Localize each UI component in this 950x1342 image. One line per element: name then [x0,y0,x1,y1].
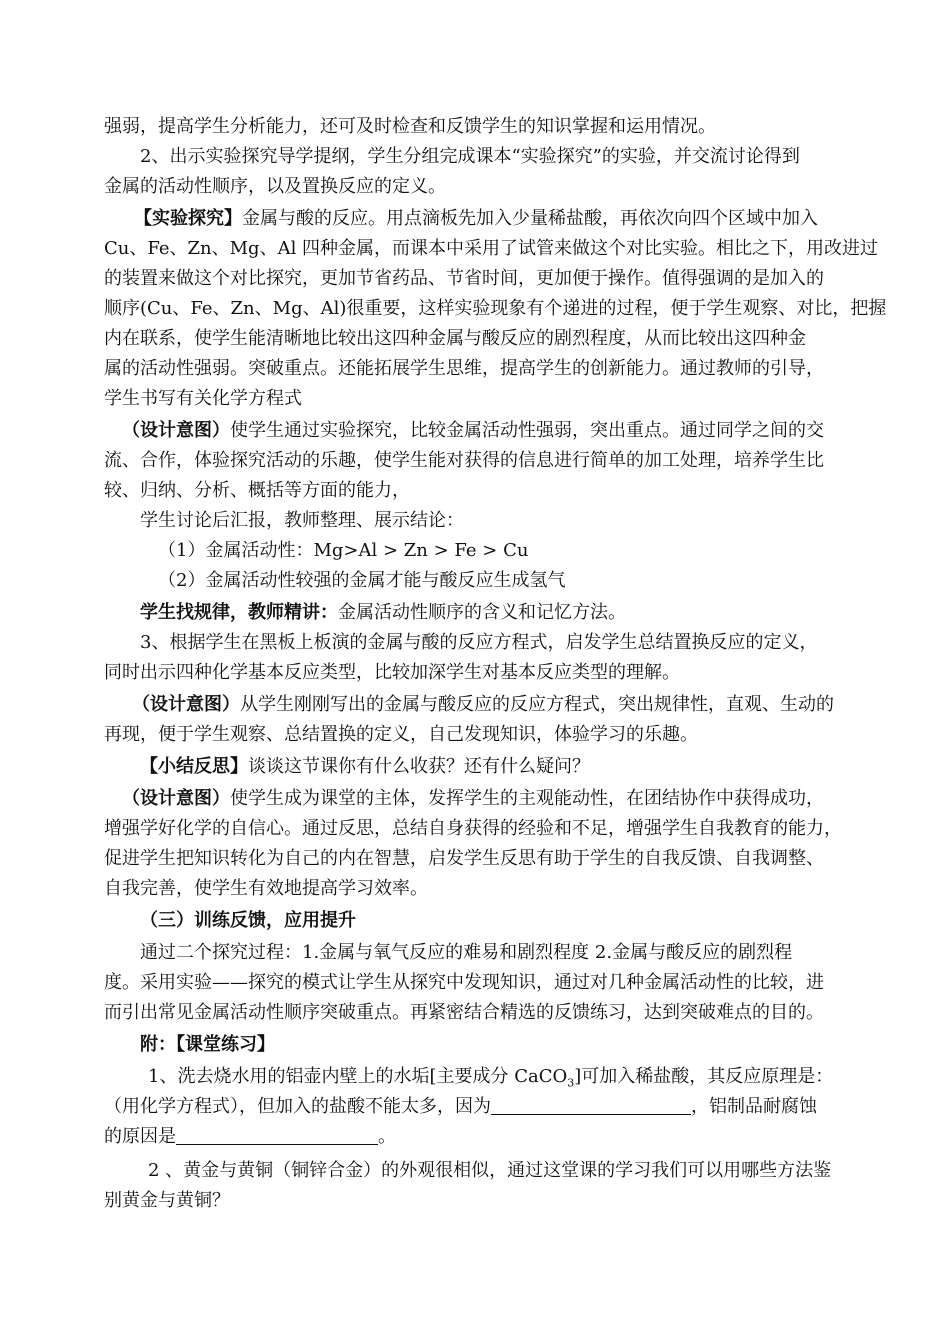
exercise-question: 1、洗去烧水用的铝壶内壁上的水垢[主要成分 CaCO$_3$]可加入稀盐酸，其反应原理是： [148,1066,834,1090]
section-heading: 附：【课堂练习】 [140,1034,275,1055]
paragraph-line: 促进学生把知识转化为自己的内在智慧，启发学生反思有助于学生的自我反馈、自我调整、 [104,848,824,869]
paragraph-line: 【小结反思】谈谈这节课你有什么收获？还有什么疑问？ [140,756,590,777]
paragraph-line: 属的活动性强弱。突破重点。还能拓展学生思维，提高学生的创新能力。通过教师的引导， [104,358,824,379]
section-heading: 【小结反思】 [140,756,248,777]
paragraph-line: 而引出常见金属活动性顺序突破重点。再紧密结合精选的反馈练习，达到突破难点的目的。 [104,1002,824,1023]
paragraph-line: 的装置来做这个对比探究，更加节省药品、节省时间，更加便于操作。值得强调的是加入的 [104,268,824,289]
paragraph-line: 顺序(Cu、Fe、Zn、Mg、Al)很重要，这样实验现象有个递进的过程，便于学生观察、对比，把握 [104,298,887,319]
paragraph-line: 2、出示实验探究导学提纲，学生分组完成课本“实验探究”的实验，并交流讨论得到 [140,146,800,167]
paragraph-line: 内在联系，使学生能清晰地比较出这四种金属与酸反应的剧烈程度，从而比较出这四种金 [104,328,806,349]
paragraph-line: 再现，便于学生观察、总结置换的定义，自己发现知识，体验学习的乐趣。 [104,724,698,745]
paragraph-line: （设计意图）使学生成为课堂的主体，发挥学生的主观能动性，在团结协作中获得成功， [122,788,824,809]
paragraph-line: 较、归纳、分析、概括等方面的能力， [104,480,410,501]
paragraph-line: 学生书写有关化学方程式 [104,388,302,409]
paragraph-line: 通过二个探究过程：1.金属与氧气反应的难易和剧烈程度 2.金属与酸反应的剧烈程 [140,942,793,963]
paragraph-line: 学生找规律，教师精讲：金属活动性顺序的含义和记忆方法。 [140,602,626,623]
paragraph-line: 强弱，提高学生分析能力，还可及时检查和反馈学生的知识掌握和运用情况。 [104,116,716,137]
conclusion-item: （2）金属活动性较强的金属才能与酸反应生成氢气 [158,570,566,591]
paragraph-line: 同时出示四种化学基本反应类型，比较加深学生对基本反应类型的理解。 [104,662,680,683]
design-intent-label: （设计意图） [132,694,240,715]
answer-blank[interactable] [176,1126,378,1145]
answer-blank[interactable] [491,1096,691,1115]
conclusion-item: （1）金属活动性：Mg>Al > Zn > Fe > Cu [158,540,529,561]
paragraph-line: 度。采用实验——探究的模式让学生从探究中发现知识，通过对几种金属活动性的比较，进 [104,972,824,993]
paragraph-line: 【实验探究】金属与酸的反应。用点滴板先加入少量稀盐酸，再依次向四个区域中加入 [134,208,818,229]
exercise-question: 2 、黄金与黄铜（铜锌合金）的外观很相似，通过这堂课的学习我们可以用哪些方法鉴 [148,1160,832,1181]
emphasis-label: 学生找规律，教师精讲： [140,602,338,623]
paragraph-line: Cu、Fe、Zn、Mg、Al 四种金属，而课本中采用了试管来做这个对比实验。相比之下，用改进过 [104,238,879,259]
paragraph-line: 金属的活动性顺序，以及置换反应的定义。 [104,176,446,197]
paragraph-line: 流、合作，体验探究活动的乐趣，使学生能对获得的信息进行简单的加工处理，培养学生比 [104,450,824,471]
exercise-question: 的原因是 。 [104,1126,396,1147]
section-heading: 【实验探究】 [134,208,242,229]
design-intent-label: （设计意图） [122,420,230,441]
exercise-question: （用化学方程式），但加入的盐酸不能太多，因为 ，铝制品耐腐蚀 [104,1096,817,1117]
design-intent-label: （设计意图） [122,788,230,809]
paragraph-line: （设计意图）使学生通过实验探究，比较金属活动性强弱，突出重点。通过同学之间的交 [122,420,824,441]
section-heading: （三）训练反馈，应用提升 [140,910,356,931]
paragraph-line: 自我完善，使学生有效地提高学习效率。 [104,878,428,899]
exercise-question: 别黄金与黄铜？ [104,1190,230,1211]
paragraph-line: 3、根据学生在黑板上板演的金属与酸的反应方程式，启发学生总结置换反应的定义， [140,632,818,653]
paragraph-line: 增强学好化学的自信心。通过反思，总结自身获得的经验和不足，增强学生自我教育的能力， [104,818,842,839]
paragraph-line: 学生讨论后汇报，教师整理、展示结论： [140,510,464,531]
paragraph-line: （设计意图）从学生刚刚写出的金属与酸反应的反应方程式，突出规律性，直观、生动的 [132,694,834,715]
